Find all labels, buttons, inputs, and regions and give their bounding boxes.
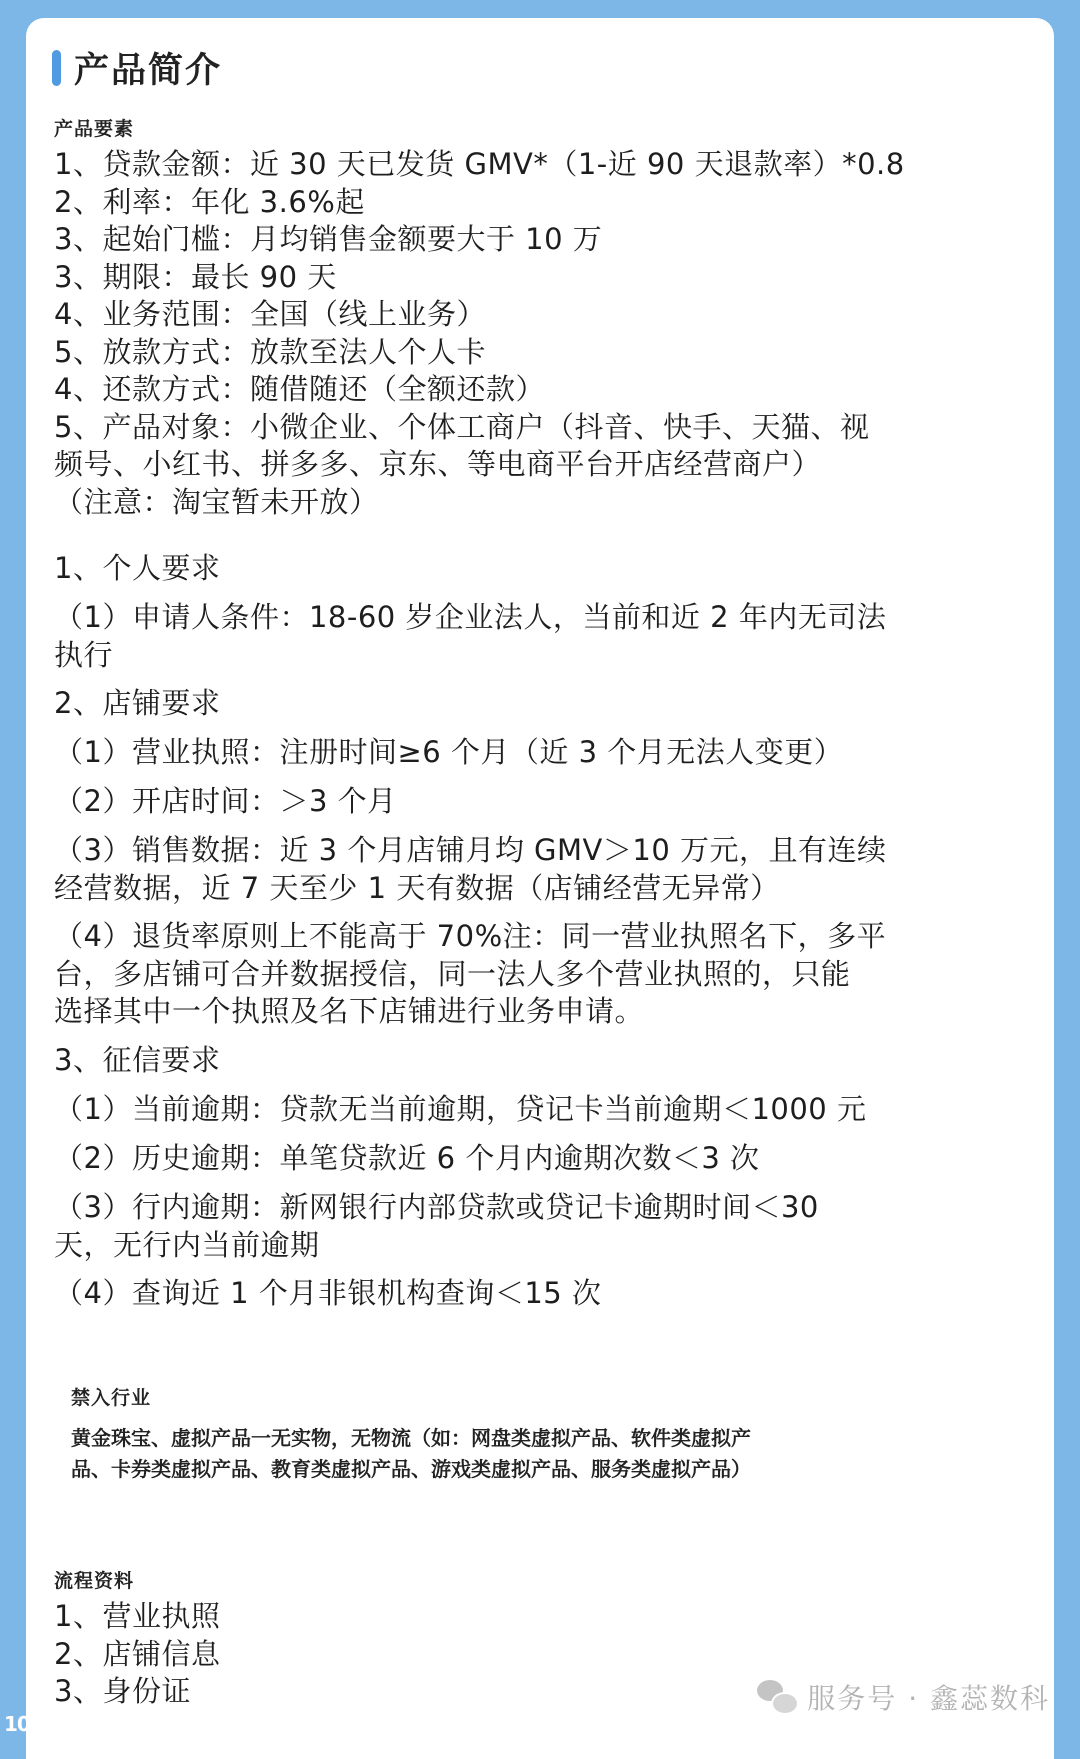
watermark	[757, 1677, 1050, 1717]
list-item: （注意：淘宝暂未开放）	[54, 484, 379, 519]
personal-requirements-heading: 1、个人要求	[54, 551, 221, 585]
requirement-item	[54, 918, 1004, 1031]
list-item: 频号、小红书、拼多多、京东、等电商平台开店经营商户）	[54, 447, 822, 481]
list-item: 4、业务范围：全国（线上业务）	[54, 297, 486, 331]
section-heading-forbidden: 禁入行业	[71, 1387, 152, 1409]
requirement-item	[54, 783, 1004, 821]
forbidden-industries-text	[71, 1423, 1011, 1485]
corner-mark-text: 大数跨境	[35, 1713, 124, 1738]
product-elements-list	[54, 146, 1004, 521]
list-item: 2、利率：年化 3.6%起	[54, 184, 365, 219]
list-item: 5、产品对象：小微企业、个体工商户（抖音、快手、天猫、视	[54, 409, 870, 444]
forbidden-line: 品、卡券类虚拟产品、教育类虚拟产品、游戏类虚拟产品、服务类虚拟产品）	[71, 1457, 751, 1481]
corner-logo: 10	[4, 1711, 30, 1736]
page-title: 产品简介	[74, 51, 223, 91]
shop-requirements-heading: 2、店铺要求	[54, 686, 221, 720]
section-heading-process: 流程资料	[54, 1570, 135, 1592]
list-item: 3、身份证	[54, 1674, 191, 1708]
requirement-line: （3）销售数据：近 3 个月店铺月均 GMV＞10 万元，且有连续	[54, 833, 887, 867]
requirement-line: （3）行内逾期：新网银行内部贷款或贷记卡逾期时间＜30	[54, 1190, 819, 1224]
requirement-item	[54, 1189, 1004, 1264]
requirement-line: （1）营业执照：注册时间≥6 个月（近 3 个月无法人变更）	[54, 735, 844, 769]
requirement-line: （1）申请人条件：18-60 岁企业法人，当前和近 2 年内无司法	[54, 600, 887, 634]
requirement-item	[54, 599, 1004, 674]
requirement-line: （2）开店时间：＞3 个月	[54, 784, 397, 818]
list-item: 2、店铺信息	[54, 1636, 221, 1671]
title-accent-bar	[52, 50, 61, 86]
requirement-line: 执行	[54, 637, 114, 672]
corner-mark	[4, 1708, 124, 1739]
requirement-item	[54, 832, 1004, 907]
forbidden-line: 黄金珠宝、虚拟产品一无实物，无物流（如：网盘类虚拟产品、软件类虚拟产	[71, 1426, 751, 1450]
requirement-item	[54, 1091, 1004, 1129]
requirement-line: 经营数据，近 7 天至少 1 天有数据（店铺经营无异常）	[54, 870, 780, 905]
list-item: 3、起始门槛：月均销售金额要大于 10 万	[54, 222, 603, 256]
requirement-line: （2）历史逾期：单笔贷款近 6 个月内逾期次数＜3 次	[54, 1141, 760, 1175]
requirement-line: （1）当前逾期：贷款无当前逾期，贷记卡当前逾期＜1000 元	[54, 1092, 867, 1126]
requirement-line: 天，无行内当前逾期	[54, 1227, 320, 1262]
section-heading-product-elements: 产品要素	[54, 118, 135, 140]
requirement-item	[54, 1275, 1004, 1313]
list-item: 3、期限：最长 90 天	[54, 259, 337, 294]
list-item: 5、放款方式：放款至法人个人卡	[54, 334, 486, 369]
requirement-line: 台，多店铺可合并数据授信，同一法人多个营业执照的，只能	[54, 956, 851, 991]
list-item: 1、贷款金额：近 30 天已发货 GMV*（1-近 90 天退款率）*0.8	[54, 147, 905, 181]
wechat-icon	[757, 1680, 797, 1714]
credit-requirements-heading: 3、征信要求	[54, 1043, 221, 1077]
requirement-line: （4）查询近 1 个月非银机构查询＜15 次	[54, 1276, 602, 1310]
requirement-item	[54, 1140, 1004, 1178]
title-row	[52, 46, 222, 90]
list-item: 1、营业执照	[54, 1599, 221, 1633]
requirement-item	[54, 734, 1004, 772]
watermark-text: 服务号 · 鑫蕊数科	[807, 1682, 1050, 1715]
list-item: 4、还款方式：随借随还（全额还款）	[54, 372, 545, 406]
requirement-line: （4）退货率原则上不能高于 70%注：同一营业执照名下，多平	[54, 919, 887, 953]
content-card	[26, 18, 1054, 1759]
requirement-line: 选择其中一个执照及名下店铺进行业务申请。	[54, 994, 645, 1028]
